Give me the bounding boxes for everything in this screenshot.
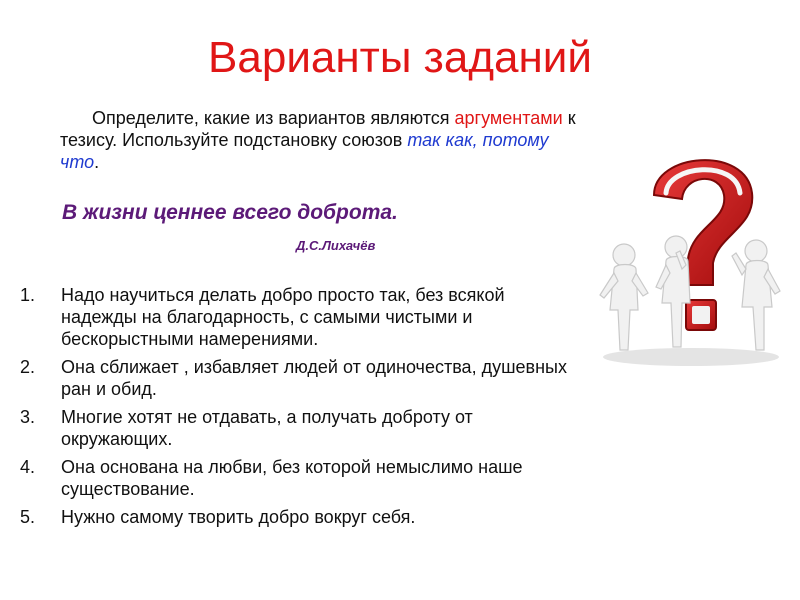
argument-item-1 (20, 284, 585, 350)
arguments-list (20, 284, 585, 534)
instruction-highlight-arguments: аргументами (454, 108, 563, 128)
instruction-conjunctions: так как, потому что (60, 130, 549, 172)
argument-number: 4. (20, 457, 36, 477)
question-mark-with-figures-illustration (596, 135, 786, 370)
argument-text: Она основана на любви, без которой немыслимо наше существование. (61, 457, 523, 499)
argument-item-3 (20, 406, 585, 450)
argument-text: Надо научиться делать добро просто так, без всякой надежды на благодарность, с самыми чистыми и бескорыстными намерениями. (61, 285, 505, 349)
argument-number: 2. (20, 357, 36, 377)
thesis-quote: В жизни ценнее всего доброта. (62, 201, 398, 224)
quote-author: Д.С.Лихачёв (296, 238, 376, 253)
slide-title: Варианты заданий (208, 33, 592, 82)
figure-middle-icon (656, 236, 690, 347)
task-instruction (60, 107, 580, 173)
argument-text: Она сближает , избавляет людей от одиночества, душевных ран и обид. (61, 357, 567, 399)
argument-number: 5. (20, 507, 36, 527)
argument-item-5 (20, 506, 585, 528)
ground-shadow (603, 348, 779, 366)
argument-number: 1. (20, 285, 36, 305)
instruction-text-part2: к тезису. Используйте подстановку союзов (60, 108, 576, 150)
argument-text: Многие хотят не отдавать, а получать доброту от окружающих. (61, 407, 473, 449)
figure-left-icon (600, 244, 648, 350)
argument-text: Нужно самому творить добро вокруг себя. (61, 507, 416, 527)
argument-item-4 (20, 456, 585, 500)
argument-number: 3. (20, 407, 36, 427)
instruction-text-part3: . (94, 152, 100, 172)
figure-right-icon (732, 240, 780, 350)
instruction-text-part1: Определите, какие из вариантов являются (92, 108, 455, 128)
argument-item-2 (20, 356, 585, 400)
